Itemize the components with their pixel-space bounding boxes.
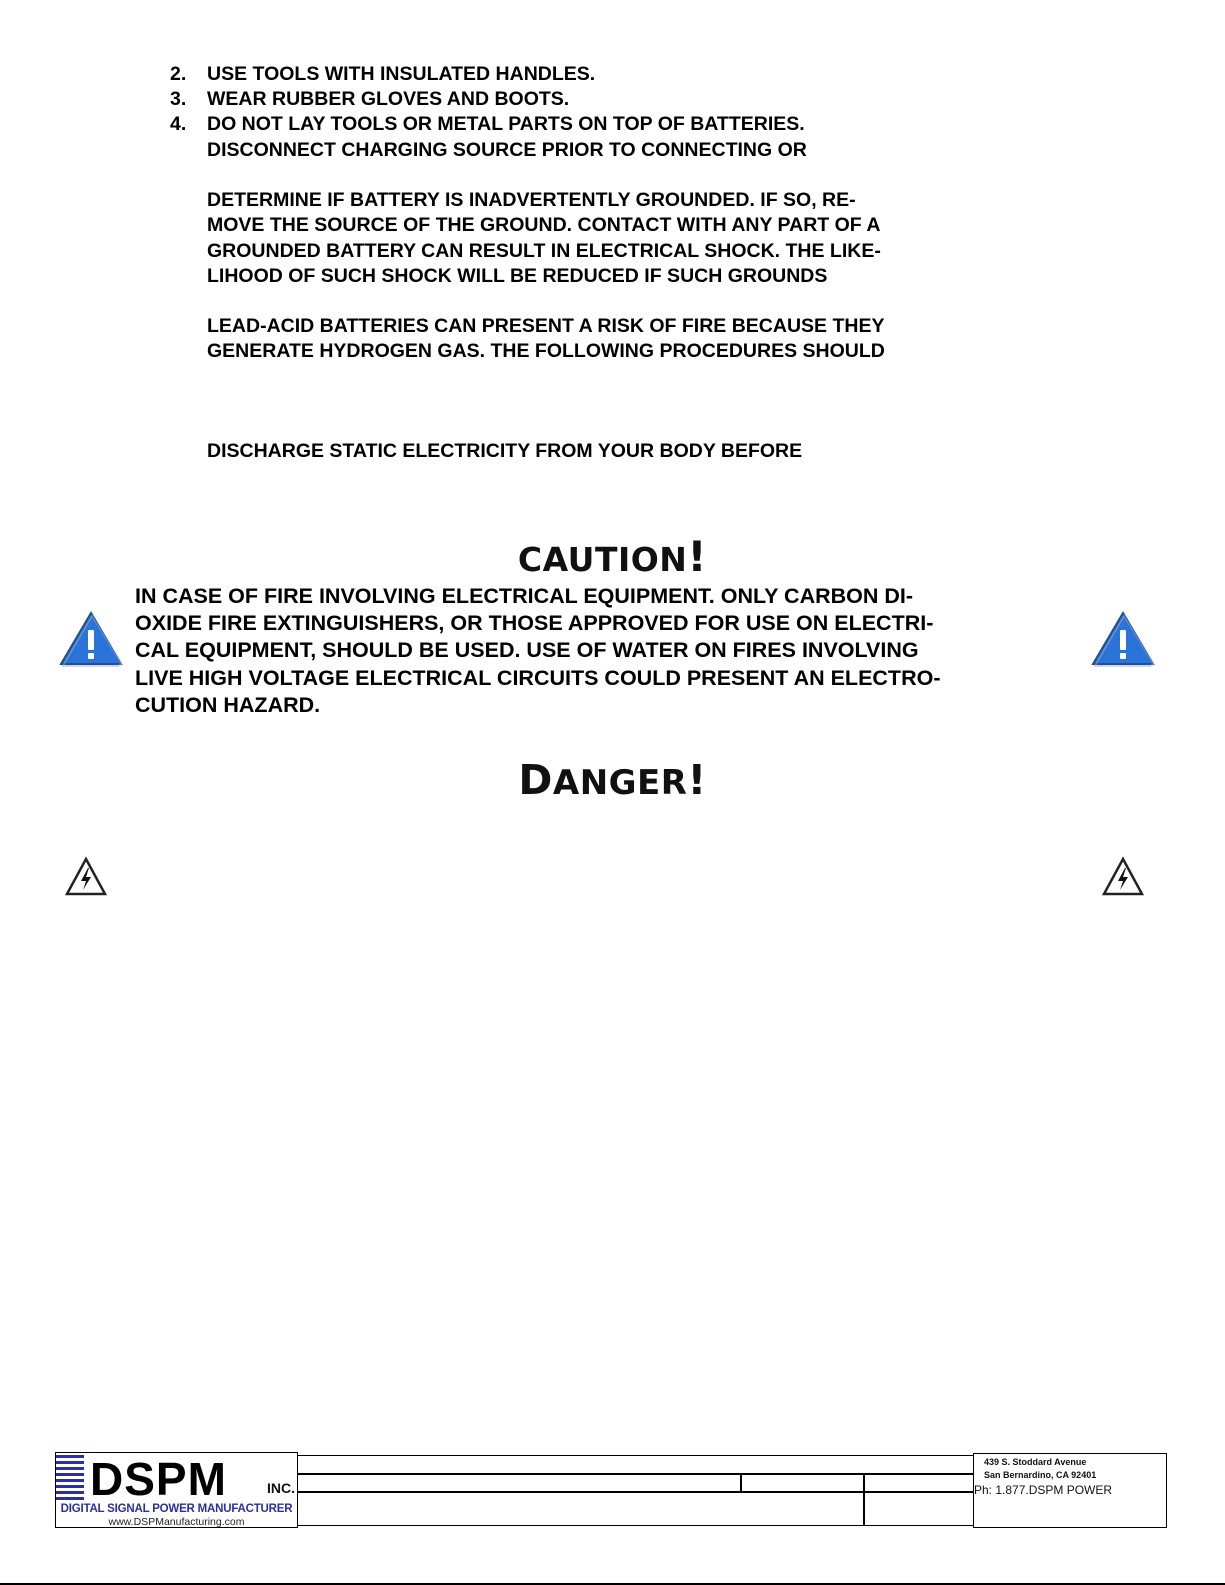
logo-tagline: DIGITAL SIGNAL POWER MANUFACTURER: [60, 1503, 293, 1515]
paragraph-line: MOVE THE SOURCE OF THE GROUND. CONTACT WITH ANY PART OF A: [207, 214, 881, 237]
paragraph-line: GENERATE HYDROGEN GAS. THE FOLLOWING PROCEDURES SHOULD: [207, 340, 885, 363]
logo-stripes-icon: [56, 1453, 84, 1509]
high-voltage-icon: [1101, 856, 1145, 898]
caution-line: CAL EQUIPMENT, SHOULD BE USED. USE OF WATER ON FIRES INVOLVING: [135, 638, 919, 663]
address-street: 439 S. Stoddard Avenue: [984, 1457, 1087, 1467]
caution-line: LIVE HIGH VOLTAGE ELECTRICAL CIRCUITS COULD PRESENT AN ELECTRO-: [135, 665, 941, 690]
paragraph-line: LIHOOD OF SUCH SHOCK WILL BE REDUCED IF SUCH GROUNDS: [207, 264, 828, 287]
paragraph-line: GROUNDED BATTERY CAN RESULT IN ELECTRICAL SHOCK. THE LIKE-: [207, 239, 881, 262]
paragraph-static: [207, 439, 802, 464]
paragraph-line: DETERMINE IF BATTERY IS INADVERTENTLY GROUNDED. IF SO, RE-: [207, 189, 856, 211]
caution-title: CAUTION: [517, 540, 688, 579]
caution-line: CUTION HAZARD.: [135, 692, 321, 717]
caution-text: [135, 583, 1065, 719]
list-text: DO NOT LAY TOOLS OR METAL PARTS ON TOP OF BATTERIES.: [207, 113, 805, 135]
danger-exclamation: !: [687, 756, 707, 804]
logo-mark: DSPM: [90, 1453, 227, 1505]
paragraph-grounded: [207, 188, 881, 289]
footer-divider: [740, 1473, 742, 1492]
footer-divider: [297, 1491, 974, 1493]
danger-title-rest: ANGER: [552, 763, 688, 803]
high-voltage-icon: [64, 856, 108, 898]
caution-line: IN CASE OF FIRE INVOLVING ELECTRICAL EQUIPMENT. ONLY CARBON DI-: [135, 584, 914, 608]
company-logo: [55, 1452, 298, 1528]
paragraph-line: LEAD-ACID BATTERIES CAN PRESENT A RISK OF FIRE BECAUSE THEY: [207, 315, 885, 337]
paragraph-lead-acid: [207, 314, 885, 365]
list-text: USE TOOLS WITH INSULATED HANDLES.: [207, 63, 596, 85]
danger-initial: D: [518, 756, 553, 804]
caution-heading: [0, 532, 1225, 581]
caution-line: OXIDE FIRE EXTINGUISHERS, OR THOSE APPROVED FOR USE ON ELECTRI-: [135, 611, 934, 636]
paragraph-line: DISCHARGE STATIC ELECTRICITY FROM YOUR BODY BEFORE: [207, 440, 803, 462]
list-text: WEAR RUBBER GLOVES AND BOOTS.: [207, 88, 570, 110]
danger-heading: [0, 756, 1225, 804]
warning-triangle-icon: [58, 610, 124, 668]
list-number: 2.: [170, 63, 187, 85]
paragraph-disconnect: [207, 138, 807, 163]
caution-exclamation: !: [687, 532, 708, 581]
list-number: 3.: [170, 88, 187, 110]
logo-inc: INC.: [267, 1480, 295, 1496]
list-number: 4.: [170, 113, 187, 135]
phone-number: Ph: 1.877.DSPM POWER: [974, 1483, 1113, 1497]
logo-url[interactable]: www.DSPManufacturing.com: [108, 1516, 245, 1528]
address-city: San Bernardino, CA 92401: [984, 1470, 1097, 1480]
warning-triangle-icon: [1090, 610, 1156, 668]
footer-divider: [297, 1473, 974, 1475]
footer-divider: [863, 1473, 865, 1526]
paragraph-line: DISCONNECT CHARGING SOURCE PRIOR TO CONNECTING OR: [207, 139, 807, 161]
